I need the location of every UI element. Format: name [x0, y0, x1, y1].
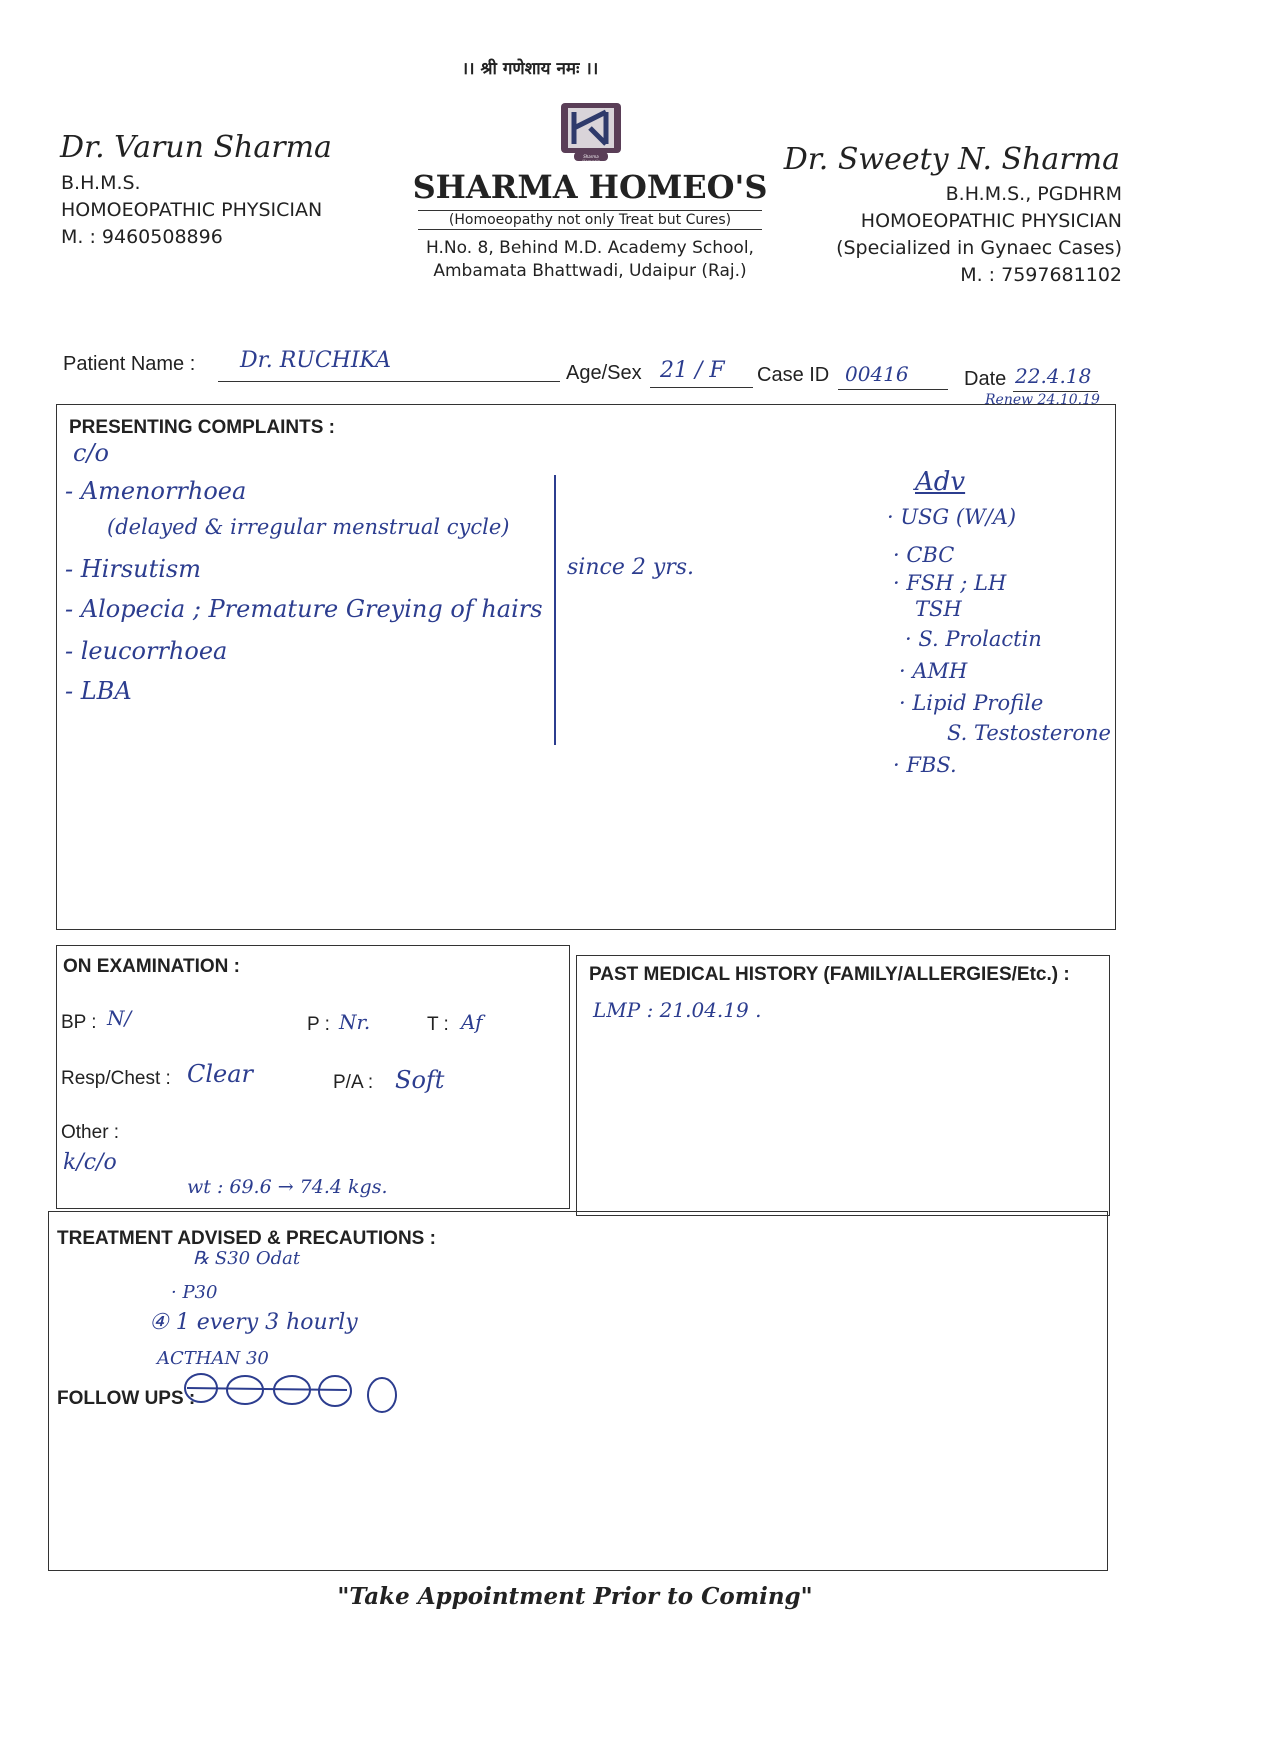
advice-item: TSH [915, 597, 962, 621]
clinic-address-line2: Ambamata Bhattwadi, Udaipur (Raj.) [433, 261, 747, 281]
examination-heading: ON EXAMINATION : [63, 956, 240, 977]
advice-item: · S. Prolactin [905, 627, 1042, 651]
other-value: k/c/o [63, 1150, 117, 1175]
complaint-item: - Amenorrhoea [65, 477, 247, 505]
case-id-label: Case ID [757, 364, 830, 386]
renew-date-value: Renew 24.10.19 [985, 392, 1100, 408]
advice-item: · FSH ; LH [893, 571, 1007, 595]
temp-label: T : [427, 1014, 449, 1035]
doctor-right-specialty: (Specialized in Gynaec Cases) [836, 237, 1122, 259]
p30-line: · P30 [171, 1282, 218, 1303]
bp-label: BP : [61, 1012, 97, 1033]
rx-line: ℞ S30 Odat [193, 1248, 301, 1269]
advice-item: S. Testosterone [947, 721, 1111, 745]
complaints-bracket-line [554, 475, 556, 745]
age-sex-value: 21 / F [660, 358, 725, 383]
advice-item: · FBS. [893, 753, 957, 777]
logo-caption: Sharma Homeo's [582, 154, 600, 164]
clinic-tagline: (Homoeopathy not only Treat but Cures) [418, 210, 762, 230]
advice-item: · Lipid Profile [899, 691, 1044, 715]
advice-item: · AMH [899, 659, 968, 683]
temp-value: Af [461, 1010, 483, 1034]
complaint-item: - Hirsutism [65, 555, 201, 583]
presenting-complaints-box [56, 404, 1116, 930]
pa-label: P/A : [333, 1072, 374, 1093]
follow-ups-label: FOLLOW UPS : [57, 1388, 196, 1409]
clinic-logo [560, 102, 622, 164]
doctor-right-name: Dr. Sweety N. Sharma [783, 142, 1120, 177]
complaint-item: - Alopecia ; Premature Greying of hairs [65, 595, 543, 623]
treatment-heading: TREATMENT ADVISED & PRECAUTIONS : [57, 1228, 436, 1249]
treatment-box [48, 1211, 1108, 1571]
advice-heading: Adv [915, 467, 966, 497]
complaint-item: - leucorrhoea [65, 637, 228, 665]
advice-item: · USG (W/A) [887, 505, 1017, 529]
doctor-right-title: HOMOEOPATHIC PHYSICIAN [860, 210, 1122, 232]
footer-note: "Take Appointment Prior to Coming" [337, 1583, 813, 1610]
invocation-text: ।। श्री गणेशाय नमः ।। [461, 59, 599, 79]
pa-value: Soft [395, 1066, 445, 1094]
patient-name-value: Dr. RUCHIKA [240, 348, 391, 373]
past-medical-history-heading: PAST MEDICAL HISTORY (FAMILY/ALLERGIES/Etc.) : [589, 964, 1070, 985]
age-sex-label: Age/Sex [566, 362, 642, 384]
advice-item: · CBC [893, 543, 955, 567]
acthan-line: ACTHAN 30 [157, 1348, 269, 1369]
patient-name-label: Patient Name : [63, 353, 196, 375]
presenting-complaints-heading: PRESENTING COMPLAINTS : [69, 417, 336, 438]
dose-line: ④ 1 every 3 hourly [149, 1310, 358, 1335]
doctor-right-degree: B.H.M.S., PGDHRM [945, 183, 1122, 205]
complaint-item: - LBA [65, 677, 132, 705]
complaints-duration: since 2 yrs. [567, 555, 695, 580]
past-medical-history-box [576, 955, 1110, 1216]
bp-value: N/ [107, 1006, 132, 1030]
weight-value: wt : 69.6 → 74.4 kgs. [187, 1176, 388, 1198]
doctor-right-mobile: M. : 7597681102 [960, 264, 1122, 286]
other-label: Other : [61, 1122, 120, 1143]
pulse-value: Nr. [339, 1010, 371, 1034]
doctor-left-name: Dr. Varun Sharma [60, 130, 332, 165]
complaints-prefix: c/o [73, 439, 109, 467]
doctor-left-degree: B.H.M.S. [61, 172, 141, 194]
complaint-item: (delayed & irregular menstrual cycle) [107, 515, 510, 539]
resp-chest-label: Resp/Chest : [61, 1068, 171, 1089]
followup-circles-icon [157, 1362, 417, 1418]
resp-chest-value: Clear [187, 1060, 254, 1088]
doctor-left-mobile: M. : 9460508896 [61, 226, 223, 248]
case-id-value: 00416 [845, 362, 909, 386]
doctor-left-title: HOMOEOPATHIC PHYSICIAN [61, 199, 323, 221]
clinic-address-line1: H.No. 8, Behind M.D. Academy School, [426, 238, 754, 258]
date-value: 22.4.18 [1015, 364, 1092, 388]
pulse-label: P : [307, 1014, 330, 1035]
date-label: Date [964, 368, 1007, 390]
examination-box [56, 945, 570, 1209]
clinic-name: SHARMA HOMEO'S [412, 168, 768, 206]
lmp-value: LMP : 21.04.19 . [593, 998, 762, 1022]
